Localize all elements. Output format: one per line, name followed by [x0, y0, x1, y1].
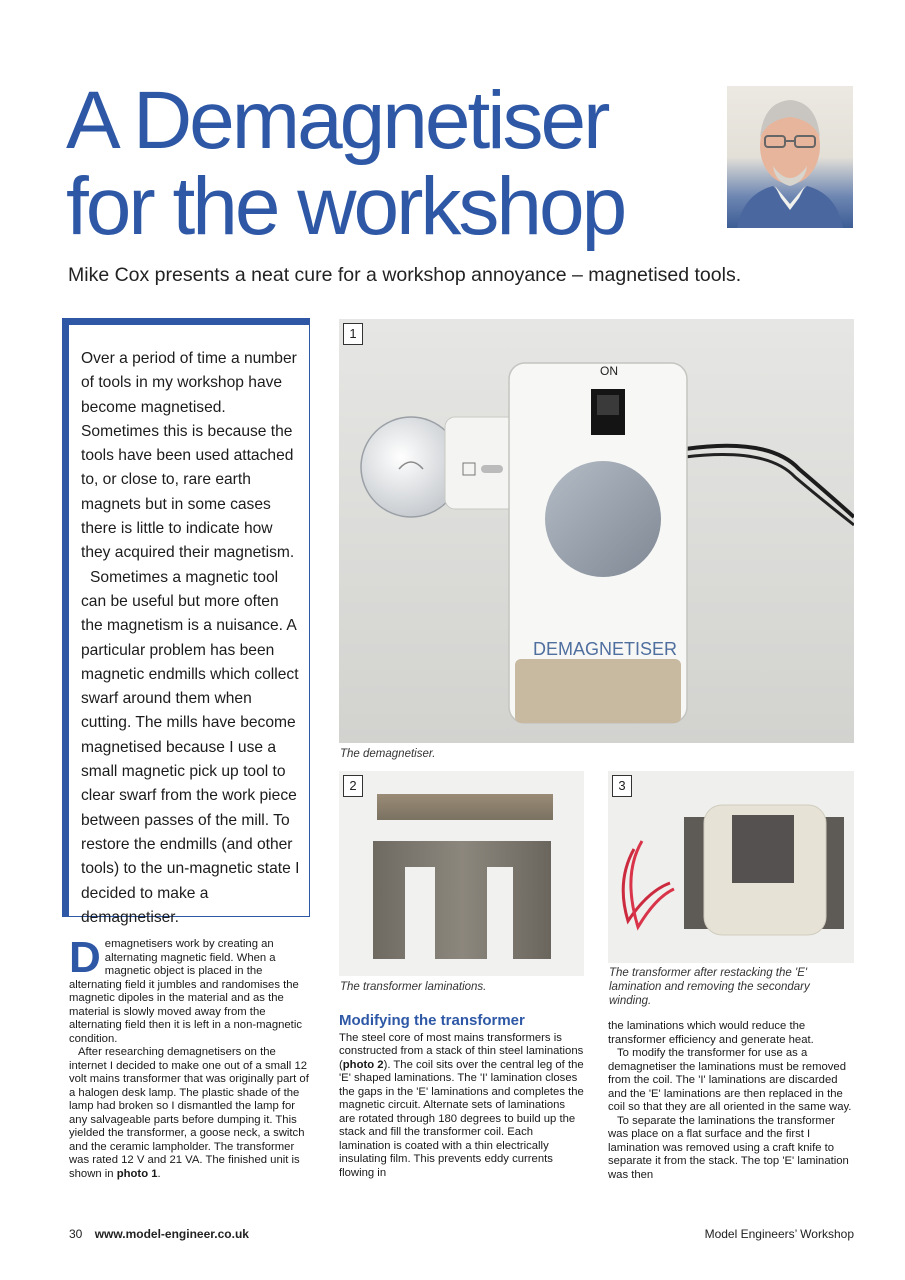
switch-label: ON [600, 364, 618, 378]
drop-cap: D [69, 933, 101, 982]
sidebar-paragraph: Sometimes a magnetic tool can be useful but more often the magnetism is a nuisance. A particular problem has been magnetic endmills which collect swarf around them when cutting. The mills have become magnetised because I use a small magnetic pick up tool to clear swarf from the work piece between passes of the mill. To restore the endmills (and other tools) to the un-magnetic state I decided to make a demagnetiser. [81, 568, 300, 926]
body-paragraph: To separate the laminations the transformer was place on a flat surface and the first I lamination was removed using a craft knife to separate it from the stack. The top 'E' lamination was then [608, 1114, 849, 1181]
photo-reference: photo 2 [342, 1058, 384, 1071]
author-portrait [727, 86, 853, 228]
body-column-3 [608, 1020, 854, 1182]
photo-3 [608, 771, 854, 963]
body-paragraph: To modify the transformer for use as a demagnetiser the laminations must be removed from the coil. The 'I' laminations are discarded and the 'E' laminations are then replaced in the coil so that they are all oriented in the same way. [608, 1047, 852, 1113]
box-label: DEMAGNETISER [532, 639, 678, 659]
photo-3-caption: The transformer after restacking the 'E' lamination and removing the secondary winding. [609, 967, 810, 1007]
site-url: www.model-engineer.co.uk [94, 1227, 249, 1241]
body-paragraph: the laminations which would reduce the transformer efficiency and generate heat. [608, 1020, 814, 1046]
photo-1-caption: The demagnetiser. [340, 748, 436, 760]
photo-number: 3 [612, 775, 632, 797]
body-column-1: Demagnetisers work by creating an alternating magnetic field. When a magnetic object is placed in the alternating field it jumbles and randomises the magnetic dipoles in the material and as the material is slowly moved away from the alternating field then it is left in a non-magnetic condition. After researching demagnetisers on the internet I decided to make one out of a small 12 volt mains transformer that was originally part of a halogen desk lamp. The plastic shade of the lamp had broken so I dismantled the lamp for any salvageable parts before dumping it. This yielded the transformer, a goose neck, a switch and the ceramic lampholder. The transformer was rated 12 V and 21 VA. The finished unit is shown in photo 1. [69, 933, 309, 1180]
section-subhead: Modifying the transformer [339, 1012, 525, 1029]
photo-1 [339, 319, 854, 743]
photo-2 [339, 771, 584, 976]
title-line-1: A Demagnetiser [66, 75, 608, 166]
page-number: 30 [69, 1227, 83, 1241]
photo-2-caption: The transformer laminations. [340, 981, 487, 993]
page-footer-left [69, 1227, 249, 1241]
sidebar-paragraph: Over a period of time a number of tools in my workshop have become magnetised. Sometimes this is because the tools have been used attached to, or close to, rare earth magnets but in some cases there is little to indicate how they acquired their magnetism. [81, 350, 297, 562]
body-column-2: Modifying the transformer The steel core of most mains transformers is constructed from a stack of thin steel laminations (photo 2). The coil sits over the central leg of the 'E' shaped laminations. The 'I' lamination closes the gaps in the 'E' laminations and completes the magnetic circuit. Alternate sets of laminations are rotated through 180 degrees to build up the stack and fill the transformer coil. Each lamination is coated with a thin electrically insulating film. This prevents eddy currents flowing in [339, 1012, 584, 1179]
title-line-2: for the workshop [66, 161, 625, 252]
body-paragraph: After researching demagnetisers on the internet I decided to make one out of a small 12 volt mains transformer that was originally part of a halogen desk lamp. The plastic shade of the lamp had broken so I dismantled the lamp for any salvageable parts before dumping it. This yielded the transformer, a goose neck, a switch and the ceramic lampholder. The transformer was rated 12 V and 21 VA. The finished unit is shown in [69, 1046, 309, 1180]
photo-reference: photo 1 [116, 1167, 158, 1180]
magazine-name: Model Engineers’ Workshop [704, 1227, 854, 1241]
standfirst: Mike Cox presents a neat cure for a workshop annoyance – magnetised tools. [68, 264, 742, 286]
body-paragraph: The steel core of most mains transformers is constructed from a stack of thin steel laminations ( [339, 1031, 584, 1071]
photo-number: 1 [343, 323, 363, 345]
photo-number: 2 [343, 775, 363, 797]
intro-sidebar [62, 318, 310, 926]
body-paragraph: emagnetisers work by creating an alternating magnetic field. When a magnetic object is placed in the alternating field it jumbles and randomises the magnetic dipoles in the material and as the material is slowly moved away from the alternating field then it is left in a non-magnetic condition. [69, 938, 302, 1045]
article-title [66, 75, 706, 252]
